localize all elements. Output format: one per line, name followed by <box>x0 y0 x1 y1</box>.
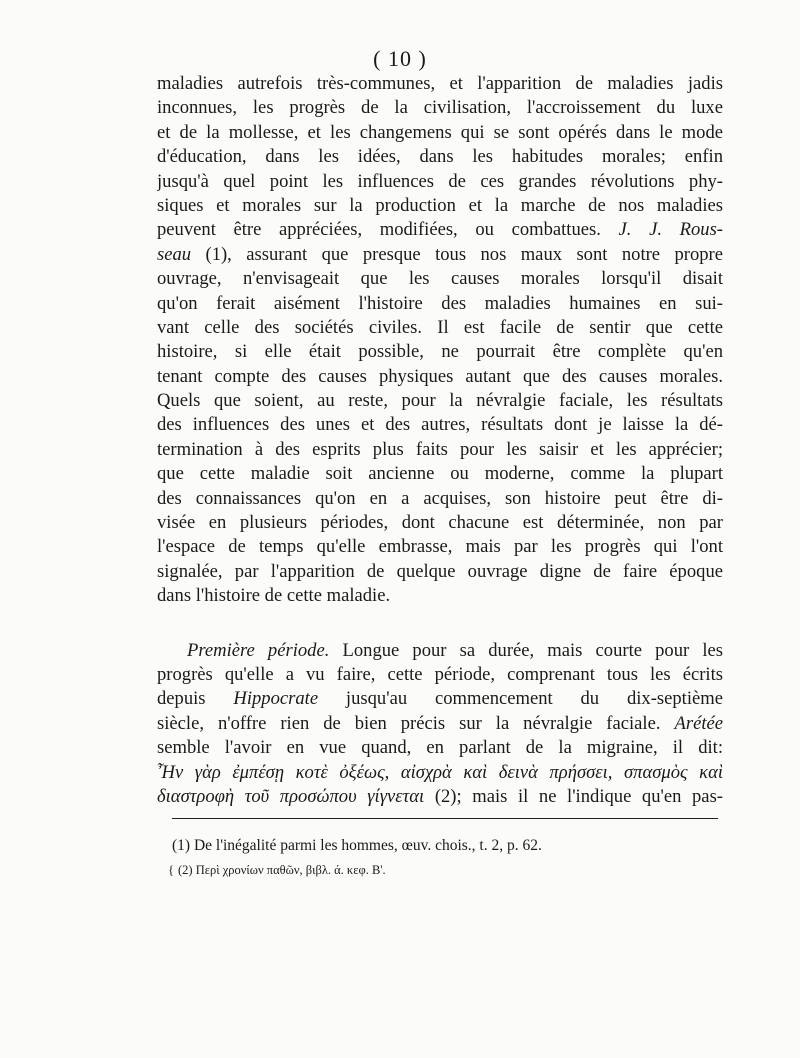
author-name: J. J. Rous- <box>618 219 723 241</box>
text-line <box>157 785 723 809</box>
text-line: l'espace de temps qu'elle embrasse, mais par les progrès qui l'ont <box>157 536 723 558</box>
text-line: que cette maladie soit ancienne ou moderne, comme la plupart <box>157 463 723 485</box>
text-span: siècle, n'offre rien de bien précis sur la névralgie faciale. <box>157 712 675 734</box>
period-heading: Première période. <box>187 639 330 661</box>
greek-quote: διαστροφὴ τοῦ προσώπου γίγνεται <box>157 785 425 807</box>
text-span: (2); mais il ne l'indique qu'en pas- <box>424 785 723 807</box>
author-name: Hippocrate <box>233 688 319 710</box>
text-line: ouvrage, n'envisageait que les causes morales lorsqu'il disait <box>157 268 723 290</box>
text-line: des connaissances qu'on en a acquises, son histoire peut être di- <box>157 487 723 509</box>
text-line: et de la mollesse, et les changemens qui se sont opérés dans le mode <box>157 121 723 143</box>
text-line: termination à des esprits plus faits pour les saisir et les apprécier; <box>157 438 723 460</box>
footnote-2 <box>168 858 714 882</box>
paragraph-1 <box>157 72 723 609</box>
text-line: des influences des unes et des autres, résultats dont je laisse la dé- <box>157 414 723 436</box>
text-line: maladies autrefois très-communes, et l'apparition de maladies jadis <box>157 73 723 94</box>
text-line: dans l'histoire de cette maladie. <box>157 585 391 607</box>
greek-quote-line: Ἦν γὰρ ἐμπέσῃ κοτὲ ὀξέως, αἰσχρὰ καὶ δεινὰ πρήσσει, σπασμὸς καὶ <box>157 761 723 783</box>
text-line <box>157 712 723 736</box>
author-name: Arétée <box>674 712 723 734</box>
text-line: Quels que soient, au reste, pour la névralgie faciale, les résultats <box>157 390 723 412</box>
footnote-1: (1) De l'inégalité parmi les hommes, œuv. chois., t. 2, p. 62. <box>172 837 542 854</box>
footnote-divider <box>172 818 718 819</box>
text-line: d'éducation, dans les idées, dans les habitudes morales; enfin <box>157 146 723 168</box>
text-span: Longue pour sa durée, mais courte pour les <box>329 639 723 661</box>
text-span: depuis <box>157 688 234 710</box>
body-text <box>157 72 723 809</box>
text-span: jusqu'au commencement du dix-septième <box>318 688 723 710</box>
text-line: signalée, par l'apparition de quelque ouvrage digne de faire époque <box>157 560 723 582</box>
footnotes <box>168 834 718 882</box>
paragraph-spacer <box>157 609 723 639</box>
text-line <box>157 639 723 663</box>
text-line <box>157 687 723 711</box>
text-line: vant celle des sociétés civiles. Il est facile de sentir que cette <box>157 316 723 338</box>
text-line: tenant compte des causes physiques autant que des causes morales. <box>157 365 723 387</box>
page-number: ( 10 ) <box>373 46 427 71</box>
text-line: progrès qu'elle a vu faire, cette période, comprenant tous les écrits <box>157 663 723 685</box>
text-line: jusqu'à quel point les influences de ces grandes révolutions phy- <box>157 170 723 192</box>
text-line: qu'on ferait aisément l'histoire des maladies humaines en sui- <box>157 292 723 314</box>
footnote-bracket: { <box>168 863 174 877</box>
text-line: seau (1), assurant que presque tous nos maux sont notre propre <box>157 243 723 265</box>
text-line: visée en plusieurs périodes, dont chacune est déterminée, non par <box>157 512 723 534</box>
text-line: siques et morales sur la production et la marche de nos maladies <box>157 194 723 216</box>
footnote-2-text: (2) Περὶ χρονίων παθῶν, βιβλ. ά. κεφ. Β'. <box>178 863 386 877</box>
text-line: peuvent être appréciées, modifiées, ou combattues. J. J. Rous- <box>157 219 723 241</box>
text-line: histoire, si elle était possible, ne pourrait être complète qu'en <box>157 341 723 363</box>
text-line: inconnues, les progrès de la civilisation, l'accroissement du luxe <box>157 97 723 119</box>
paragraph-2 <box>157 639 723 810</box>
text-line: semble l'avoir en vue quand, en parlant de la migraine, il dit: <box>157 737 723 759</box>
author-name: seau <box>157 243 192 265</box>
